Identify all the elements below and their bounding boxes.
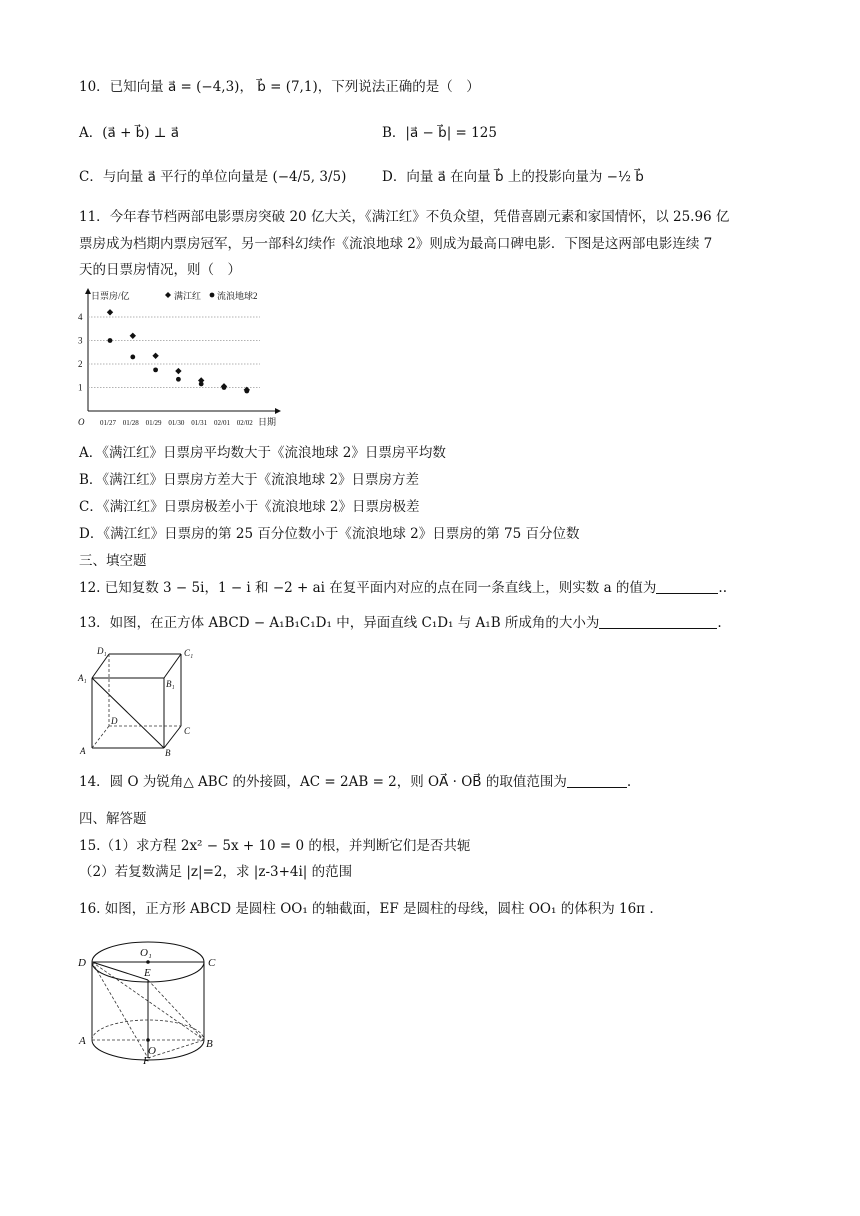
q10-stem: 10．已知向量 a⃗ = (−4,3)， b⃗ = (7,1)，下列说法正确的是（ ） bbox=[79, 79, 480, 95]
data-point-manjianghong bbox=[152, 353, 158, 359]
y-tick-label: 3 bbox=[78, 335, 83, 346]
cyl-label-o1: O₁ bbox=[140, 947, 152, 959]
legend-series-1: 满江红 bbox=[174, 291, 202, 301]
x-tick-label: 02/02 bbox=[236, 419, 253, 427]
cube-label-d: D bbox=[111, 716, 118, 726]
cube-label-c: C bbox=[184, 726, 191, 736]
data-point-wandering-earth-2 bbox=[108, 338, 113, 343]
section-heading-fill-in: 三、填空题 bbox=[79, 553, 147, 569]
cyl-label-d: D bbox=[78, 957, 86, 969]
box-office-scatter-chart bbox=[70, 283, 285, 433]
q11-option-a: A．《满江红》日票房平均数大于《流浪地球 2》日票房平均数 bbox=[79, 445, 446, 461]
y-tick-label: 4 bbox=[78, 312, 83, 322]
q14-answer-blank bbox=[567, 773, 627, 788]
data-point-wandering-earth-2 bbox=[222, 385, 227, 390]
legend-series-2: 流浪地球2 bbox=[217, 291, 258, 301]
legend-diamond-marker bbox=[165, 292, 171, 298]
q11-option-d: D．《满江红》日票房的第 25 百分位数小于《流浪地球 2》日票房的第 75 百分位数 bbox=[79, 526, 580, 542]
q12-text bbox=[79, 579, 727, 597]
section-heading-solutions: 四、解答题 bbox=[79, 811, 147, 827]
q10-option-b: B．|a⃗ − b⃗| = 125 bbox=[382, 125, 497, 141]
x-tick-label: 01/29 bbox=[145, 419, 162, 427]
cylinder-figure bbox=[74, 934, 234, 1064]
x-tick-label: 02/01 bbox=[214, 419, 230, 427]
q13-text bbox=[79, 614, 722, 632]
cube-label-d1: D₁ bbox=[97, 646, 107, 656]
x-tick-label: 01/31 bbox=[191, 419, 208, 427]
origin-label: O bbox=[78, 417, 85, 427]
q13-tail: . bbox=[717, 615, 722, 631]
q12-tail: .. bbox=[718, 580, 728, 596]
y-tick-label: 1 bbox=[78, 382, 83, 393]
data-point-wandering-earth-2 bbox=[130, 355, 135, 360]
data-point-wandering-earth-2 bbox=[153, 367, 158, 372]
q12-body: 12. 已知复数 3 − 5i，1 − i 和 −2 + ai 在复平面内对应的点在同一条直线上，则实数 a 的值为 bbox=[79, 580, 657, 596]
q15-part1: 15.（1）求方程 2x² − 5x + 10 = 0 的根，并判断它们是否共轭 bbox=[79, 838, 471, 854]
q10-option-c: C．与向量 a⃗ 平行的单位向量是 (−4/5, 3/5) bbox=[79, 169, 347, 185]
q14-text bbox=[79, 773, 631, 791]
cyl-label-e: E bbox=[144, 967, 151, 979]
q11-option-c: C．《满江红》日票房极差小于《流浪地球 2》日票房极差 bbox=[79, 499, 420, 515]
chart-legend bbox=[165, 290, 258, 301]
q13-answer-blank bbox=[599, 614, 717, 629]
cyl-label-o: O bbox=[148, 1045, 156, 1057]
q11-option-b: B．《满江红》日票房方差大于《流浪地球 2》日票房方差 bbox=[79, 472, 420, 488]
x-tick-label: 01/28 bbox=[122, 419, 139, 427]
cyl-label-c: C bbox=[208, 957, 216, 969]
center-o1-dot bbox=[146, 960, 150, 964]
q14-body: 14．圆 O 为锐角△ ABC 的外接圆，AC = 2AB = 2，则 OA⃗ · OB⃗ 的取值范围为 bbox=[79, 774, 567, 790]
cube-label-b1: B₁ bbox=[166, 679, 175, 689]
center-o-dot bbox=[146, 1038, 150, 1042]
q11-line1: 11．今年春节档两部电影票房突破 20 亿大关，《满江红》不负众望，凭借喜剧元素和家国情怀，以 25.96 亿 bbox=[79, 209, 730, 225]
q11-line3: 天的日票房情况，则（ ） bbox=[79, 262, 241, 278]
data-point-wandering-earth-2 bbox=[199, 382, 204, 387]
q16-text: 16. 如图，正方形 ABCD 是圆柱 OO₁ 的轴截面，EF 是圆柱的母线，圆柱 OO₁ 的体积为 16π . bbox=[79, 901, 654, 917]
cube-label-c1: C₁ bbox=[184, 648, 194, 658]
cyl-label-f: F bbox=[143, 1055, 150, 1064]
data-point-manjianghong bbox=[130, 333, 136, 339]
q14-tail: . bbox=[626, 774, 632, 790]
cube-label-b: B bbox=[165, 748, 171, 758]
q11-line2: 票房成为档期内票房冠军，另一部科幻续作《流浪地球 2》则成为最高口碑电影．下图是这两部电影连续 7 bbox=[79, 236, 713, 252]
data-point-wandering-earth-2 bbox=[244, 389, 249, 394]
legend-circle-marker bbox=[210, 293, 215, 298]
x-tick-label: 01/30 bbox=[168, 419, 185, 427]
cube-figure bbox=[74, 644, 204, 758]
cube-label-a: A bbox=[80, 746, 86, 756]
x-axis-label: 日期 bbox=[258, 417, 277, 427]
q15-part2: （2）若复数满足 |z|=2，求 |z-3+4i| 的范围 bbox=[79, 864, 353, 880]
data-point-wandering-earth-2 bbox=[176, 377, 181, 382]
y-tick-label: 2 bbox=[78, 359, 83, 369]
y-axis-label: 日票房/亿 bbox=[91, 291, 130, 301]
data-point-manjianghong bbox=[175, 368, 181, 374]
x-tick-label: 01/27 bbox=[100, 419, 116, 427]
q12-answer-blank bbox=[656, 579, 718, 594]
cyl-label-a: A bbox=[79, 1035, 86, 1047]
data-point-manjianghong bbox=[107, 309, 113, 315]
cube-label-a1: A₁ bbox=[78, 673, 87, 683]
q13-body: 13．如图，在正方体 ABCD − A₁B₁C₁D₁ 中，异面直线 C₁D₁ 与 A₁B 所成角的大小为 bbox=[79, 615, 600, 631]
q10-option-d: D．向量 a⃗ 在向量 b⃗ 上的投影向量为 −½ b⃗ bbox=[382, 169, 644, 185]
cyl-label-b: B bbox=[206, 1038, 213, 1050]
q10-option-a: A．(a⃗ + b⃗) ⊥ a⃗ bbox=[79, 125, 180, 141]
